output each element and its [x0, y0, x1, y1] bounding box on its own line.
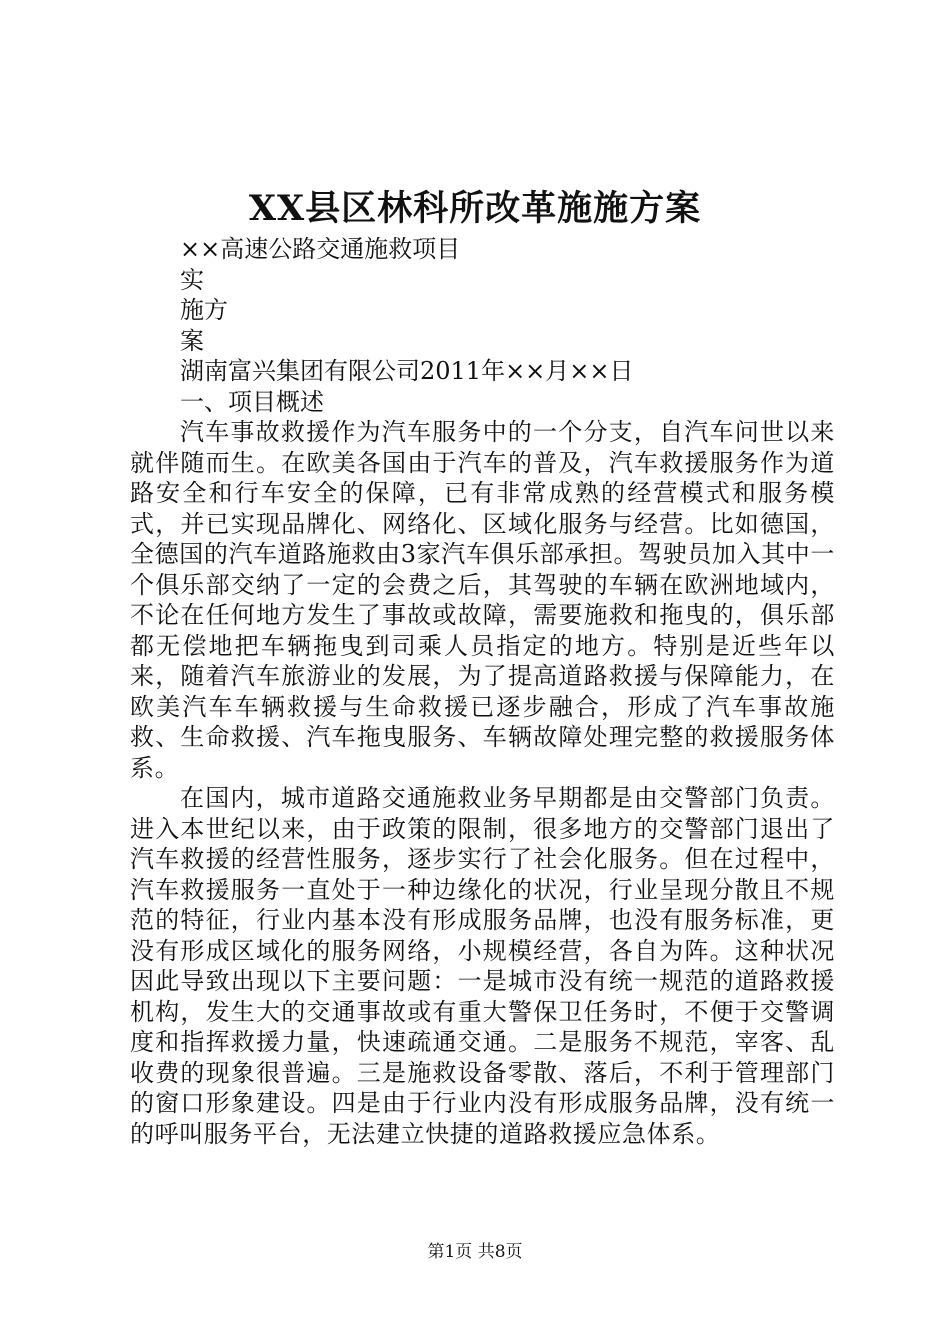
- company-date-line: 湖南富兴集团有限公司2011年××月××日: [180, 357, 634, 385]
- title-fragment-line: 实: [180, 265, 204, 294]
- title-fragment-line: 案: [180, 326, 204, 355]
- section-heading: 一、项目概述: [180, 387, 324, 416]
- body-paragraph: 汽车事故救援作为汽车服务中的一个分支，自汽车问世以来就伴随而生。在欧美各国由于汽车的普及，汽车救援服务作为道路安全和行车安全的保障，已有非常成熟的经营模式和服务模式，并已实现品牌化、网络化、区域化服务与经营。比如德国，全德国的汽车道路施救由3家汽车俱乐部承担。驾驶员加入其中一个俱乐部交纳了一定的会费之后，其驾驶的车辆在欧洲地域内，不论在任何地方发生了事故或故障，需要施救和拖曳的，俱乐部都无偿地把车辆拖曳到司乘人员指定的地方。特别是近些年以来，随着汽车旅游业的发展，为了提高道路救援与保障能力，在欧美汽车车辆救援与生命救援已逐步融合，形成了汽车事故施救、生命救援、汽车拖曳服务、车辆故障处理完整的救援服务体系。: [130, 418, 835, 782]
- document-title: XX县区林科所改革施施方案: [248, 188, 702, 229]
- title-fragment-line: 施方: [180, 296, 228, 324]
- project-name-line: ××高速公路交通施救项目: [180, 235, 461, 263]
- body-paragraph: 在国内，城市道路交通施救业务早期都是由交警部门负责。进入本世纪以来，由于政策的限制，很多地方的交警部门退出了汽车救援的经营性服务，逐步实行了社会化服务。但在过程中，汽车救援服务一直处于一种边缘化的状况，行业呈现分散且不规范的特征，行业内基本没有形成服务品牌，也没有服务标准，更没有形成区域化的服务网络，小规模经营，各自为阵。这种状况因此导致出现以下主要问题：一是城市没有统一规范的道路救援机构，发生大的交通事故或有重大警保卫任务时，不便于交警调度和指挥救援力量，快速疏通交通。二是服务不规范，宰客、乱收费的现象很普遍。三是施救设备零散、落后，不利于管理部门的窗口形象建设。四是由于行业内没有形成服务品牌，没有统一的呼叫服务平台，无法建立快捷的道路救援应急体系。: [130, 784, 835, 1148]
- document-body: [130, 234, 835, 1149]
- page-footer: 第1页 共8页: [427, 1242, 523, 1262]
